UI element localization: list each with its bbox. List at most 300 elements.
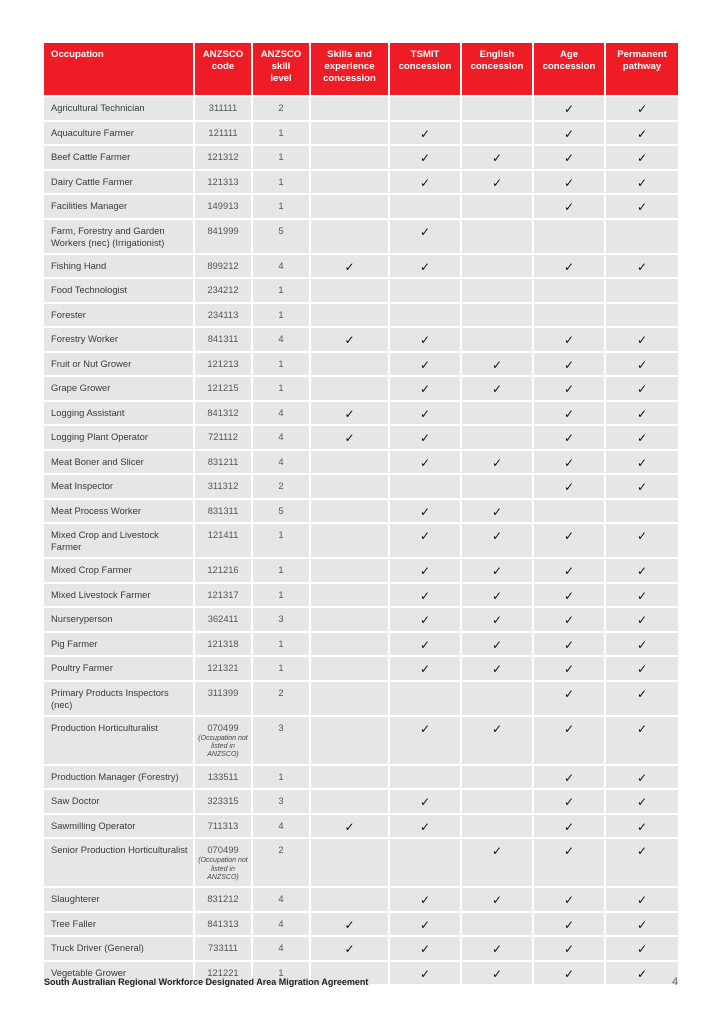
anzsco-code-value: 721112 [208, 431, 238, 442]
check-icon: ✓ [636, 564, 648, 578]
cell-occupation: Mixed Crop Farmer [44, 559, 193, 582]
cell-occupation: Forester [44, 304, 193, 327]
check-icon: ✓ [419, 917, 431, 932]
cell-tsmit [390, 937, 460, 960]
page-number: 4 [672, 976, 679, 988]
header-tsmit-concession [390, 43, 460, 95]
cell-skills-exp [311, 500, 388, 523]
check-icon: ✓ [491, 637, 503, 652]
cell-english [462, 682, 532, 715]
check-icon: ✓ [563, 480, 575, 494]
cell-english [462, 377, 532, 400]
cell-occupation: Production Horticulturalist [44, 717, 193, 764]
anzsco-code-value: 121213 [207, 357, 239, 369]
cell-occupation: Meat Inspector [44, 475, 193, 498]
cell-skills-exp [311, 171, 388, 194]
cell-skill-level: 1 [253, 171, 309, 194]
cell-skills-exp [311, 122, 388, 145]
header-line: code [211, 61, 235, 72]
table-row [44, 717, 678, 764]
check-icon: ✓ [563, 721, 575, 736]
cell-occupation: Nurseryperson [44, 608, 193, 631]
header-age-concession [534, 43, 604, 95]
cell-tsmit [390, 426, 460, 449]
check-icon: ✓ [419, 613, 431, 627]
table-header-row [44, 43, 678, 95]
cell-anzsco-code [195, 377, 251, 400]
anzsco-code-value: 311399 [207, 686, 239, 698]
cell-occupation: Facilities Manager [44, 195, 193, 218]
check-icon: ✓ [636, 613, 648, 627]
anzsco-code-value: 899212 [207, 259, 239, 271]
cell-tsmit [390, 584, 460, 607]
cell-english [462, 790, 532, 813]
table-row [44, 633, 678, 656]
check-icon: ✓ [563, 431, 575, 445]
check-icon: ✓ [491, 613, 503, 627]
cell-skills-exp [311, 279, 388, 302]
anzsco-code-value: 121216 [207, 564, 239, 575]
check-icon: ✓ [419, 333, 431, 347]
cell-skills-exp [311, 304, 388, 327]
header-line: experience [324, 61, 375, 72]
table-row [44, 255, 678, 278]
cell-occupation: Saw Doctor [44, 790, 193, 813]
check-icon: ✓ [419, 662, 431, 676]
cell-occupation: Tree Faller [44, 913, 193, 936]
cell-anzsco-code [195, 279, 251, 302]
cell-occupation: Vegetable Grower [44, 962, 193, 985]
cell-anzsco-code [195, 402, 251, 425]
cell-age [534, 815, 604, 838]
table-row [44, 426, 678, 449]
check-icon: ✓ [636, 637, 648, 652]
check-icon: ✓ [491, 588, 503, 603]
cell-skill-level: 4 [253, 451, 309, 474]
check-icon: ✓ [563, 564, 575, 578]
cell-anzsco-code [195, 524, 251, 557]
cell-english [462, 304, 532, 327]
cell-occupation: Slaughterer [44, 888, 193, 911]
cell-skill-level: 2 [253, 839, 309, 886]
check-icon: ✓ [419, 259, 431, 274]
cell-occupation: Primary Products Inspectors (nec) [44, 682, 193, 715]
cell-tsmit [390, 353, 460, 376]
cell-skills-exp [311, 475, 388, 498]
check-icon: ✓ [344, 819, 355, 834]
cell-skills-exp [311, 682, 388, 715]
anzsco-code-value: 121215 [207, 382, 239, 393]
check-icon: ✓ [563, 529, 575, 543]
cell-permanent [606, 220, 678, 253]
cell-skills-exp [311, 766, 388, 789]
cell-occupation: Fishing Hand [44, 255, 193, 278]
check-icon: ✓ [563, 259, 575, 274]
cell-occupation: Meat Process Worker [44, 500, 193, 523]
cell-anzsco-code [195, 913, 251, 936]
cell-english [462, 255, 532, 278]
cell-permanent [606, 608, 678, 631]
header-line: concession [470, 61, 524, 72]
cell-skill-level: 1 [253, 304, 309, 327]
cell-skills-exp [311, 524, 388, 557]
check-icon: ✓ [563, 588, 575, 603]
cell-age [534, 559, 604, 582]
anzsco-code-value: 121111 [208, 126, 238, 138]
check-icon: ✓ [419, 529, 431, 543]
cell-tsmit [390, 304, 460, 327]
check-icon: ✓ [636, 686, 648, 701]
table-row [44, 815, 678, 838]
check-icon: ✓ [636, 662, 648, 676]
check-icon: ✓ [419, 126, 431, 141]
table-row [44, 353, 678, 376]
cell-skill-level: 2 [253, 475, 309, 498]
check-icon: ✓ [344, 917, 355, 932]
cell-skill-level: 5 [253, 500, 309, 523]
cell-skills-exp [311, 559, 388, 582]
table-row [44, 220, 678, 253]
footer-document-title: South Australian Regional Workforce Designated Area Migration Agreement [44, 977, 369, 987]
check-icon: ✓ [563, 126, 575, 141]
cell-skills-exp [311, 584, 388, 607]
cell-tsmit [390, 377, 460, 400]
anzsco-code-value: 711313 [207, 819, 239, 831]
cell-age [534, 608, 604, 631]
check-icon: ✓ [636, 357, 648, 372]
header-line: Skills and [327, 49, 372, 60]
cell-age [534, 255, 604, 278]
cell-occupation: Beef Cattle Farmer [44, 146, 193, 169]
cell-english [462, 766, 532, 789]
cell-age [534, 195, 604, 218]
cell-permanent [606, 377, 678, 400]
check-icon: ✓ [563, 613, 575, 627]
header-anzsco-skill-level [253, 43, 309, 95]
check-icon: ✓ [636, 819, 648, 834]
check-icon: ✓ [563, 151, 575, 165]
anzsco-code-value: 070499 [207, 844, 239, 856]
check-icon: ✓ [419, 819, 431, 834]
cell-english [462, 524, 532, 557]
cell-english [462, 962, 532, 985]
header-line: concession [323, 73, 376, 84]
cell-skills-exp [311, 353, 388, 376]
cell-anzsco-code [195, 328, 251, 351]
cell-age [534, 353, 604, 376]
cell-skills-exp [311, 255, 388, 278]
cell-permanent [606, 146, 678, 169]
cell-occupation: Farm, Forestry and Garden Workers (nec) (Irrigationist) [44, 220, 193, 253]
cell-age [534, 279, 604, 302]
cell-age [534, 839, 604, 886]
cell-skills-exp [311, 717, 388, 764]
cell-skill-level: 1 [253, 279, 309, 302]
cell-english [462, 451, 532, 474]
check-icon: ✓ [563, 175, 575, 190]
check-icon: ✓ [636, 126, 648, 141]
check-icon: ✓ [491, 893, 503, 908]
cell-skill-level: 3 [253, 790, 309, 813]
header-line: pathway [622, 61, 662, 72]
check-icon: ✓ [636, 382, 648, 396]
cell-tsmit [390, 402, 460, 425]
table-row [44, 377, 678, 400]
anzsco-code-value: 831211 [207, 455, 239, 467]
cell-anzsco-code [195, 657, 251, 680]
table-row [44, 122, 678, 145]
cell-occupation: Aquaculture Farmer [44, 122, 193, 145]
cell-age [534, 682, 604, 715]
check-icon: ✓ [419, 588, 431, 603]
cell-english [462, 146, 532, 169]
check-icon: ✓ [636, 770, 648, 785]
check-icon: ✓ [491, 721, 503, 736]
cell-tsmit [390, 195, 460, 218]
header-line: Age [559, 49, 579, 60]
cell-skills-exp [311, 451, 388, 474]
cell-age [534, 584, 604, 607]
check-icon: ✓ [563, 637, 575, 652]
check-icon: ✓ [419, 406, 431, 421]
cell-skill-level: 2 [253, 682, 309, 715]
cell-permanent [606, 402, 678, 425]
cell-english [462, 937, 532, 960]
cell-english [462, 402, 532, 425]
cell-tsmit [390, 766, 460, 789]
cell-anzsco-code [195, 584, 251, 607]
table-row [44, 937, 678, 960]
check-icon: ✓ [419, 151, 431, 165]
cell-tsmit [390, 451, 460, 474]
check-icon: ✓ [344, 431, 355, 445]
cell-english [462, 500, 532, 523]
table-row [44, 195, 678, 218]
table-row [44, 913, 678, 936]
occupation-table-container [44, 43, 680, 986]
cell-age [534, 524, 604, 557]
cell-permanent [606, 584, 678, 607]
check-icon: ✓ [419, 721, 431, 736]
check-icon: ✓ [563, 357, 575, 372]
table-body [44, 97, 678, 984]
check-icon: ✓ [563, 844, 575, 859]
check-icon: ✓ [344, 333, 355, 347]
header-line: level [270, 73, 292, 84]
cell-tsmit [390, 608, 460, 631]
cell-anzsco-code [195, 97, 251, 120]
check-icon: ✓ [419, 637, 431, 652]
cell-permanent [606, 97, 678, 120]
cell-english [462, 97, 532, 120]
cell-occupation: Food Technologist [44, 279, 193, 302]
anzsco-code-value: 311111 [208, 102, 238, 113]
anzsco-code-value: 831212 [207, 893, 239, 905]
cell-skills-exp [311, 220, 388, 253]
cell-anzsco-code [195, 888, 251, 911]
cell-skill-level: 1 [253, 766, 309, 789]
anzsco-code-value: 121317 [207, 588, 239, 600]
cell-occupation: Truck Driver (General) [44, 937, 193, 960]
cell-permanent [606, 524, 678, 557]
cell-age [534, 220, 604, 253]
check-icon: ✓ [636, 333, 648, 347]
check-icon: ✓ [491, 455, 503, 470]
cell-permanent [606, 815, 678, 838]
check-icon: ✓ [419, 382, 431, 396]
check-icon: ✓ [636, 455, 648, 470]
cell-english [462, 171, 532, 194]
occupation-table [42, 41, 680, 986]
cell-permanent [606, 913, 678, 936]
cell-occupation: Pig Farmer [44, 633, 193, 656]
cell-anzsco-code [195, 559, 251, 582]
table-row [44, 97, 678, 120]
check-icon: ✓ [419, 224, 431, 239]
cell-age [534, 122, 604, 145]
cell-tsmit [390, 220, 460, 253]
cell-occupation: Senior Production Horticulturalist [44, 839, 193, 886]
cell-occupation: Production Manager (Forestry) [44, 766, 193, 789]
check-icon: ✓ [491, 382, 503, 396]
cell-skill-level: 4 [253, 913, 309, 936]
anzsco-code-value: 121411 [207, 529, 239, 540]
cell-skill-level: 1 [253, 584, 309, 607]
table-row [44, 402, 678, 425]
cell-english [462, 633, 532, 656]
anzsco-code-value: 070499 [207, 721, 239, 733]
check-icon: ✓ [563, 942, 575, 957]
cell-skill-level: 1 [253, 962, 309, 985]
check-icon: ✓ [419, 795, 431, 810]
cell-english [462, 657, 532, 680]
cell-occupation: Forestry Worker [44, 328, 193, 351]
check-icon: ✓ [344, 259, 355, 274]
header-line: Permanent [617, 49, 667, 60]
cell-permanent [606, 962, 678, 985]
table-row [44, 500, 678, 523]
check-icon: ✓ [419, 942, 431, 957]
cell-age [534, 717, 604, 764]
anzsco-code-note: (Occupation not listed in ANZSCO) [198, 857, 248, 882]
check-icon: ✓ [563, 662, 575, 676]
cell-anzsco-code [195, 839, 251, 886]
check-icon: ✓ [636, 480, 648, 494]
cell-tsmit [390, 328, 460, 351]
table-row [44, 475, 678, 498]
cell-skill-level: 1 [253, 524, 309, 557]
check-icon: ✓ [563, 406, 575, 421]
cell-occupation: Grape Grower [44, 377, 193, 400]
cell-age [534, 402, 604, 425]
check-icon: ✓ [491, 942, 503, 957]
cell-anzsco-code [195, 815, 251, 838]
cell-age [534, 766, 604, 789]
check-icon: ✓ [636, 917, 648, 932]
anzsco-code-value: 149913 [207, 200, 239, 211]
cell-english [462, 279, 532, 302]
cell-age [534, 937, 604, 960]
cell-english [462, 220, 532, 253]
cell-tsmit [390, 524, 460, 557]
header-permanent-pathway [606, 43, 678, 95]
check-icon: ✓ [344, 942, 355, 957]
cell-tsmit [390, 913, 460, 936]
anzsco-code-value: 121318 [207, 637, 239, 649]
cell-english [462, 195, 532, 218]
check-icon: ✓ [636, 942, 648, 957]
cell-tsmit [390, 815, 460, 838]
check-icon: ✓ [563, 795, 575, 810]
cell-permanent [606, 426, 678, 449]
cell-permanent [606, 839, 678, 886]
header-line: skill [271, 61, 291, 72]
cell-tsmit [390, 559, 460, 582]
check-icon: ✓ [491, 966, 503, 981]
header-anzsco-code [195, 43, 251, 95]
cell-age [534, 451, 604, 474]
anzsco-code-value: 121221 [207, 966, 239, 978]
check-icon: ✓ [636, 175, 648, 190]
cell-anzsco-code [195, 353, 251, 376]
cell-permanent [606, 353, 678, 376]
cell-anzsco-code [195, 717, 251, 764]
anzsco-code-value: 234212 [207, 284, 239, 295]
cell-age [534, 962, 604, 985]
cell-age [534, 500, 604, 523]
header-line: TSMIT [410, 49, 440, 60]
cell-tsmit [390, 279, 460, 302]
table-row [44, 279, 678, 302]
cell-skill-level: 1 [253, 122, 309, 145]
cell-anzsco-code [195, 195, 251, 218]
header-line: ANZSCO [260, 49, 302, 60]
cell-age [534, 913, 604, 936]
cell-tsmit [390, 962, 460, 985]
cell-skills-exp [311, 790, 388, 813]
cell-skills-exp [311, 328, 388, 351]
cell-skill-level: 1 [253, 377, 309, 400]
cell-occupation: Logging Assistant [44, 402, 193, 425]
header-english-concession [462, 43, 532, 95]
cell-age [534, 888, 604, 911]
cell-anzsco-code [195, 937, 251, 960]
cell-english [462, 475, 532, 498]
cell-skill-level: 1 [253, 559, 309, 582]
table-row [44, 146, 678, 169]
cell-skills-exp [311, 195, 388, 218]
check-icon: ✓ [419, 175, 431, 190]
cell-tsmit [390, 475, 460, 498]
cell-age [534, 633, 604, 656]
cell-age [534, 657, 604, 680]
table-row [44, 888, 678, 911]
table-row [44, 559, 678, 582]
cell-tsmit [390, 500, 460, 523]
cell-occupation: Poultry Farmer [44, 657, 193, 680]
anzsco-code-value: 841312 [207, 406, 239, 418]
check-icon: ✓ [636, 893, 648, 908]
cell-skills-exp [311, 402, 388, 425]
check-icon: ✓ [636, 102, 648, 116]
check-icon: ✓ [563, 686, 575, 701]
cell-english [462, 888, 532, 911]
cell-permanent [606, 304, 678, 327]
cell-skills-exp [311, 97, 388, 120]
cell-tsmit [390, 633, 460, 656]
check-icon: ✓ [636, 588, 648, 603]
header-skills-experience-concession [311, 43, 388, 95]
